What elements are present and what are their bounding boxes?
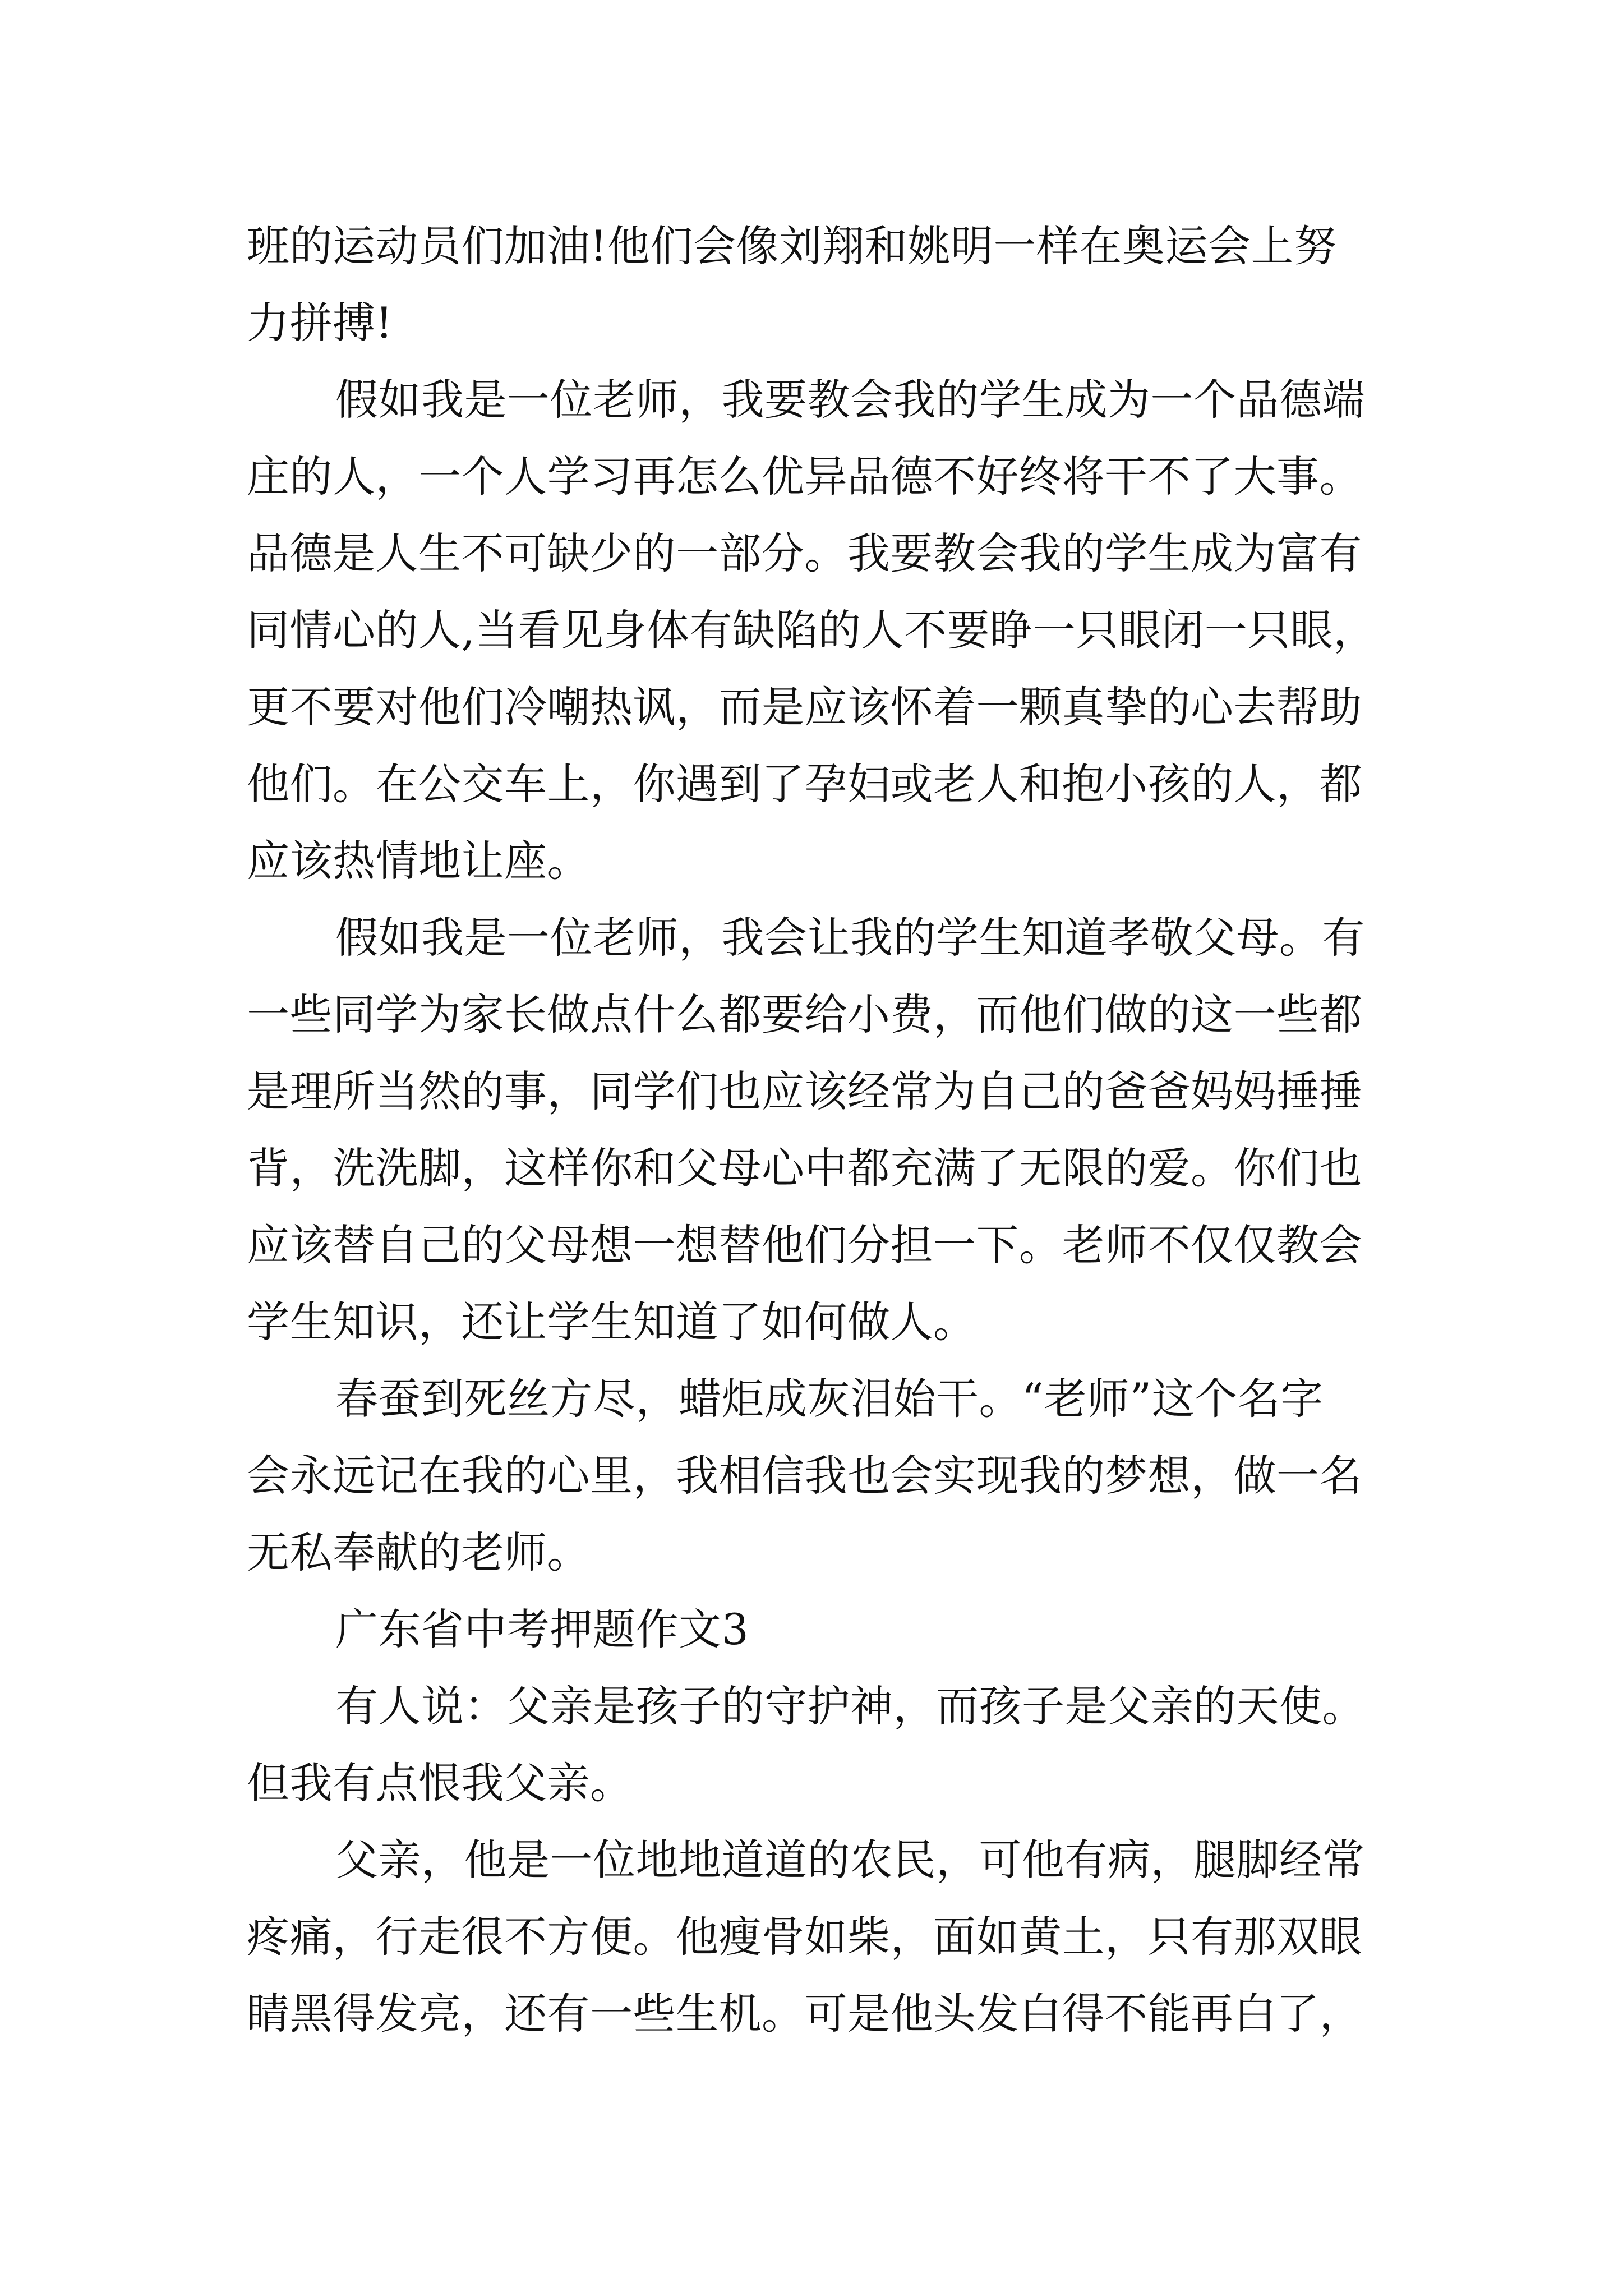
section-heading: 广东省中考押题作文3	[335, 1604, 749, 1654]
text-line: 无私奉献的老师。	[247, 1527, 590, 1577]
paragraph-start-line: 假如我是一位老师，我会让我的学生知道孝敬父母。有	[335, 913, 1365, 963]
text-line: 睛黑得发亮，还有一些生机。可是他头发白得不能再白了，	[247, 1989, 1362, 2039]
text-line: 是理所当然的事，同学们也应该经常为自己的爸爸妈妈捶捶	[247, 1066, 1362, 1116]
text-line: 疼痛，行走很不方便。他瘦骨如柴，面如黄土，只有那双眼	[247, 1912, 1362, 1962]
text-line: 学生知识，还让学生知道了如何做人。	[247, 1297, 976, 1347]
text-line: 同情心的人,当看见身体有缺陷的人不要睁一只眼闭一只眼，	[247, 605, 1376, 655]
text-line: 班的运动员们加油!他们会像刘翔和姚明一样在奥运会上努	[247, 221, 1337, 271]
document-body	[247, 208, 1391, 2052]
text-line: 会永远记在我的心里，我相信我也会实现我的梦想，做一名	[247, 1451, 1362, 1501]
text-line: 力拼搏!	[247, 298, 393, 348]
text-line: 庄的人，一个人学习再怎么优异品德不好终将干不了大事。	[247, 452, 1362, 501]
paragraph-start-line: 有人说：父亲是孩子的守护神，而孩子是父亲的天使。	[335, 1681, 1365, 1731]
text-line: 他们。在公交车上，你遇到了孕妇或老人和抱小孩的人，都	[247, 759, 1362, 809]
text-line: 一些同学为家长做点什么都要给小费，而他们做的这一些都	[247, 990, 1362, 1039]
paragraph-start-line: 父亲，他是一位地地道道的农民，可他有病，腿脚经常	[335, 1835, 1365, 1885]
paragraph-start-line: 假如我是一位老师，我要教会我的学生成为一个品德端	[335, 375, 1365, 425]
text-line: 背，洗洗脚，这样你和父母心中都充满了无限的爱。你们也	[247, 1143, 1362, 1193]
text-line: 品德是人生不可缺少的一部分。我要教会我的学生成为富有	[247, 528, 1362, 578]
text-line: 应该热情地让座。	[247, 836, 590, 886]
text-line: 更不要对他们冷嘲热讽，而是应该怀着一颗真挚的心去帮助	[247, 682, 1362, 732]
text-line: 但我有点恨我父亲。	[247, 1758, 633, 1808]
paragraph-start-line: 春蚕到死丝方尽，蜡炬成灰泪始干。“老师”这个名字	[335, 1374, 1324, 1424]
text-line: 应该替自己的父母想一想替他们分担一下。老师不仅仅教会	[247, 1220, 1362, 1270]
